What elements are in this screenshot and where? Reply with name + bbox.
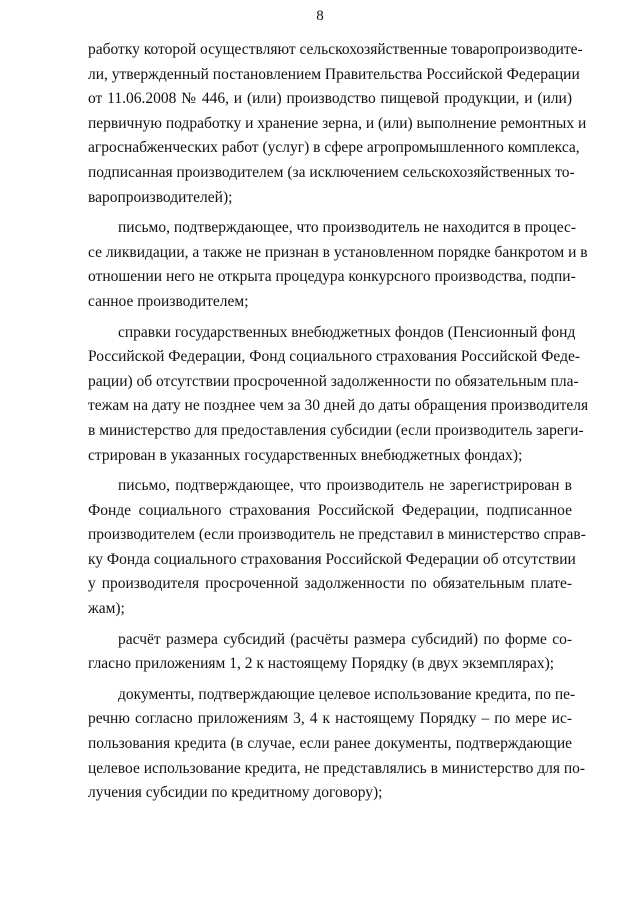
text-line: лучения субсидии по кредитному договору);	[88, 784, 383, 802]
text-line: агроснабженческих работ (услуг) в сфере агропромышленного комплекса,	[88, 139, 580, 157]
text-line: письмо, подтверждающее, что производитель не находится в процес-	[118, 219, 576, 237]
text-line: целевое использование кредита, не представлялись в министерство для по-	[88, 759, 586, 777]
paragraph	[88, 321, 589, 469]
text-line: письмо, подтверждающее, что производитель не зарегистрирован в	[118, 477, 572, 495]
text-line: Фонде социального страхования Российской Федерации, подписанное	[88, 501, 572, 519]
text-line: жам);	[88, 600, 125, 618]
text-line: пользования кредита (в случае, если ранее документы, подтверждающие	[88, 735, 572, 753]
text-line: тежам на дату не позднее чем за 30 дней до даты обращения производителя	[88, 397, 589, 415]
text-line: се ликвидации, а также не признан в установленном порядке банкротом и в	[88, 243, 588, 261]
text-line: справки государственных внебюджетных фондов (Пенсионный фонд	[118, 323, 576, 341]
page-number: 8	[316, 8, 324, 24]
text-line: от 11.06.2008 № 446, и (или) производство пищевой продукции, и (или)	[88, 90, 572, 108]
text-line: работку которой осуществляют сельскохозяйственные товаропроизводите-	[88, 41, 583, 58]
document-body	[88, 38, 589, 812]
text-line: подписанная производителем (за исключением сельскохозяйственных то-	[88, 163, 575, 181]
text-line: ли, утвержденный постановлением Правительства Российской Федерации	[88, 65, 580, 83]
paragraph	[88, 683, 586, 806]
text-line: санное производителем;	[88, 292, 249, 310]
paragraph	[88, 628, 572, 677]
text-line: гласно приложениям 1, 2 к настоящему Порядку (в двух экземплярах);	[88, 655, 555, 673]
text-line: речню согласно приложениям 3, 4 к настоящему Порядку – по мере ис-	[88, 710, 572, 728]
text-line: в министерство для предоставления субсидии (если производитель зареги-	[88, 421, 584, 439]
text-line: первичную подработку и хранение зерна, и (или) выполнение ремонтных и	[88, 114, 587, 132]
text-line: отношении него не открыта процедура конкурсного производства, подпи-	[88, 268, 576, 286]
paragraph	[88, 38, 587, 210]
text-line: стрирован в указанных государственных внебюджетных фондах);	[88, 446, 523, 464]
text-line: расчёт размера субсидий (расчёты размера субсидий) по форме со-	[118, 630, 572, 648]
text-line: рации) об отсутствии просроченной задолженности по обязательным пла-	[88, 372, 579, 390]
text-line: документы, подтверждающие целевое использование кредита, по пе-	[118, 685, 576, 703]
text-line: варопроизводителей);	[88, 188, 233, 206]
text-line: ку Фонда социального страхования Российской Федерации об отсутствии	[88, 550, 576, 568]
text-line: Российской Федерации, Фонд социального страхования Российской Феде-	[88, 348, 581, 366]
text-line: у производителя просроченной задолженности по обязательным плате-	[88, 575, 572, 593]
paragraph	[88, 474, 586, 622]
text-line: производителем (если производитель не представил в министерство справ-	[88, 526, 586, 544]
paragraph	[88, 216, 588, 314]
